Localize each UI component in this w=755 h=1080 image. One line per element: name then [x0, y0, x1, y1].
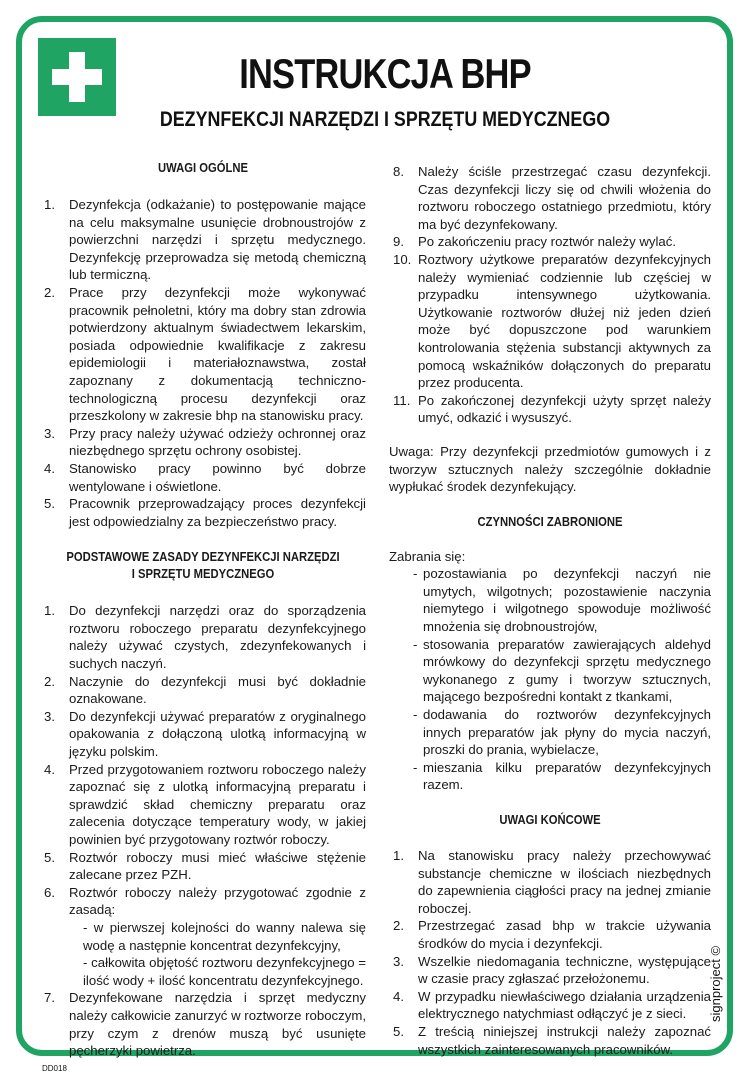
- list-item: 10. Roztwory użytkowe preparatów dezynfekcyjnych należy wymieniać codziennie lub częściej w przypadku intensywnego użytkowania. Użytkowanie roztworów dłużej niż jeden dzień może być dopuszczone pod warunkiem kontrolowania stężenia substancji aktywnych za pomocą wskaźników dołączonych do preparatu przez producenta.: [393, 251, 711, 391]
- principles-list-continued: [389, 163, 711, 427]
- list-item: 2. Naczynie do dezynfekcji musi być dokładnie oznakowane.: [44, 673, 366, 707]
- section-heading-principles: PODSTAWOWE ZASADY DEZYNFEKCJI NARZĘDZI I SPRZĘTU MEDYCZNEGO: [66, 550, 340, 582]
- list-item: 7. Dezynfekowane narzędzia i sprzęt medyczny należy całkowicie zanurzyć w roztworze roboczym, przy czym z drenów muszą być usunięte pęcherzyki powietrza.: [44, 990, 366, 1059]
- list-item: 1. Do dezynfekcji narzędzi oraz do sporządzenia roztworu roboczego preparatu dezynfekcyjnego należy używać czystych, zdezynfekowanych i suchych naczyń.: [44, 603, 366, 672]
- final-list: [389, 847, 711, 1058]
- sub-item: - w pierwszej kolejności do wanny nalewa się wodę a następnie koncentrat dezynfekcyjny,: [83, 919, 366, 953]
- list-item: - dodawania do roztworów dezynfekcyjnych innych preparatów jak płyny do mycia naczyń, proszki do prania, wybielacze,: [413, 707, 711, 758]
- page-subtitle: DEZYNFEKCJI NARZĘDZI I SPRZĘTU MEDYCZNEGO: [159, 108, 611, 131]
- list-item: 4. Stanowisko pracy powinno być dobrze wentylowane i oświetlone.: [44, 460, 366, 494]
- list-item: 8. Należy ściśle przestrzegać czasu dezynfekcji. Czas dezynfekcji liczy się od chwili włożenia do roztworu roboczego ostatniego przedmiotu, który ma być dezynfekowany.: [393, 164, 711, 232]
- list-item: 1. Na stanowisku pracy należy przechowywać substancje chemiczne w ilościach niezbędnych do zapewnienia ciągłości pracy na jednej zmianie roboczej.: [393, 848, 711, 916]
- list-item: 2. Przestrzegać zasad bhp w trakcie używania środków do mycia i dezynfekcji.: [393, 918, 711, 951]
- list-item: - pozostawiania po dezynfekcji naczyń nie umytych, wilgotnych; pozostawienie naczynia niemytego i wilgotnego spowoduje możliwość mnożenia się drobnoustrojów,: [413, 566, 711, 635]
- list-item: 4. W przypadku niewłaściwego działania urządzenia elektrycznego natychmiast odłączyć je z sieci.: [393, 988, 711, 1022]
- list-item: 3. Do dezynfekcji używać preparatów z oryginalnego opakowania z dołączoną ulotką informacyjną w języku polskim.: [44, 708, 366, 760]
- list-item: - stosowania preparatów zawierających aldehyd mrówkowy do dezynfekcji sprzętu medycznego wykonanego z gumy i tworzyw sztucznych, mającego bezpośredni kontakt z tkankami,: [413, 636, 711, 705]
- principles-list: [40, 602, 366, 1059]
- section-heading-general: UWAGI OGÓLNE: [158, 161, 248, 175]
- list-item: 6. Roztwór roboczy należy przygotować zgodnie z zasadą: - w pierwszej kolejności do wanny nalewa się wodę a następnie koncentrat dezynfekcyjny, - całkowita objętość roztworu dezynfekcyjnego = ilość wody + ilość koncentratu dezynfekcyjnego.: [44, 884, 366, 988]
- product-code: DD018: [42, 1064, 67, 1073]
- list-item: 11. Po zakończonej dezynfekcji użyty sprzęt należy umyć, odkazić i wysuszyć.: [393, 392, 711, 426]
- list-item: 3. Wszelkie niedomagania techniczne, występujące w czasie pracy zgłaszać przełożonemu.: [393, 953, 711, 987]
- list-item: 2. Prace przy dezynfekcji może wykonywać pracownik pełnoletni, który ma dobry stan zdrowia potwierdzony aktualnym świadectwem lekarskim, posiada odpowiednie kwalifikacje z zakresu epidemiologii i materiałoznawstwa, został zapoznany z dokumentacją techniczno-technologiczną procesu dezynfekcji oraz przeszkolony w zakresie bhp na stanowisku pracy.: [44, 284, 366, 424]
- list-item: 5. Roztwór roboczy musi mieć właściwe stężenie zalecane przez PZH.: [44, 849, 366, 883]
- copyright-label: signproject ©: [708, 945, 723, 1022]
- forbidden-list: [389, 565, 711, 794]
- note-text: Uwaga: Przy dezynfekcji przedmiotów gumowych i z tworzyw sztucznych należy szczególnie dokładnie wypłukać środek dezynfekujący.: [389, 443, 711, 495]
- list-item: 3. Przy pracy należy używać odzieży ochronnej oraz niezbędnego sprzętu ochrony osobistej.: [44, 425, 366, 459]
- list-item: 5. Pracownik przeprowadzający proces dezynfekcji jest odpowiedzialny za bezpieczeństwo pracy.: [44, 496, 366, 529]
- section-heading-forbidden: CZYNNOŚCI ZABRONIONE: [477, 514, 623, 529]
- right-column: [389, 163, 711, 1058]
- left-column: [40, 160, 366, 1060]
- general-list: [40, 196, 366, 530]
- list-item: 9. Po zakończeniu pracy roztwór należy wylać.: [393, 234, 676, 250]
- sub-item: - całkowita objętość roztworu dezynfekcyjnego = ilość wody + ilość koncentratu dezynfekcyjnego.: [83, 955, 366, 988]
- section-heading-final: UWAGI KOŃCOWE: [499, 813, 601, 827]
- first-aid-cross-icon: [38, 38, 116, 116]
- list-item: 1. Dezynfekcja (odkażanie) to postępowanie mające na celu maksymalne usunięcie drobnoustrojów z powierzchni narzędzi i sprzętu medycznego. Dezynfekcję przeprowadza się metodą chemiczną lub termiczną.: [44, 197, 366, 283]
- list-item: - mieszania kilku preparatów dezynfekcyjnych razem.: [413, 759, 711, 793]
- forbidden-intro: Zabrania się:: [389, 548, 466, 564]
- list-item: 5. Z treścią niniejszej instrukcji należy zapoznać wszystkich zainteresowanych pracowników.: [393, 1023, 711, 1057]
- list-item: 4. Przed przygotowaniem roztworu roboczego należy zapoznać się z ulotką informacyjną preparatu i sprawdzić skład chemiczny preparatu oraz zalecenia dotyczące temperatury wody, w jakiej powinien być przygotowany roztwór roboczy.: [44, 761, 366, 847]
- page-title: INSTRUKCJA BHP: [239, 50, 531, 97]
